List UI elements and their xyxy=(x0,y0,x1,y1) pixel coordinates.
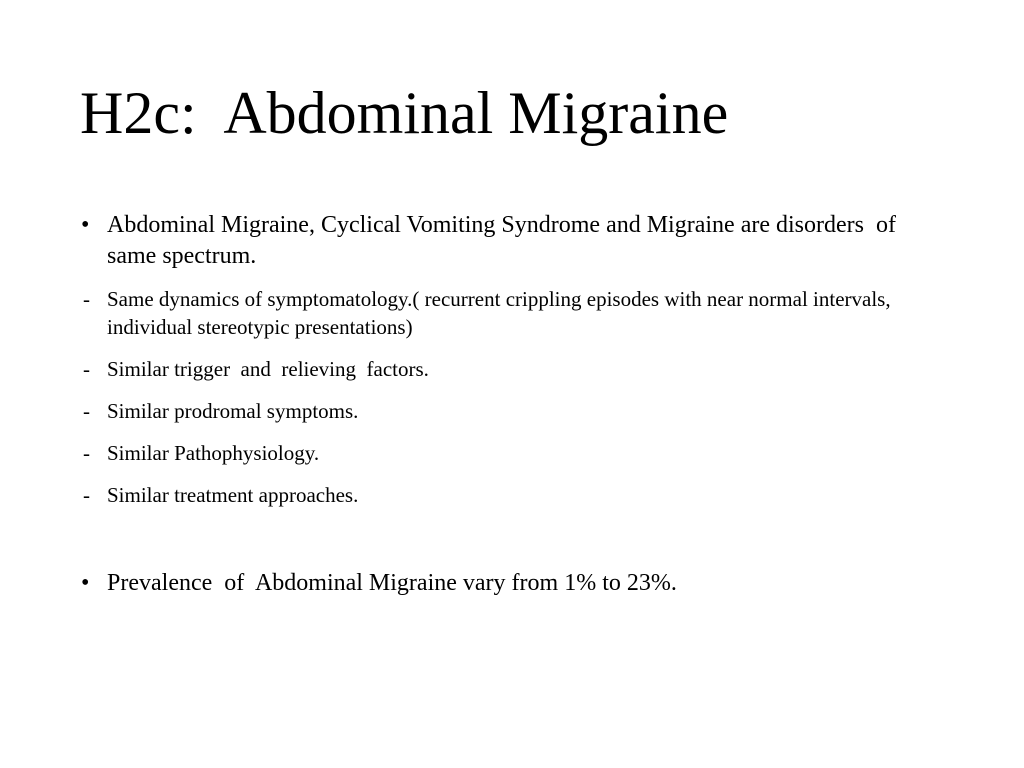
bullet-item xyxy=(80,210,930,272)
sub-bullet-item xyxy=(80,397,930,425)
sub-bullet-text: Similar treatment approaches. xyxy=(107,483,359,507)
dash-marker: - xyxy=(83,483,90,507)
dash-marker: - xyxy=(83,287,90,311)
sub-bullet-text: Similar Pathophysiology. xyxy=(107,441,320,465)
bullet-item xyxy=(80,568,930,599)
sub-bullet-item xyxy=(80,285,930,341)
dash-marker: - xyxy=(83,357,90,381)
bullet-marker: • xyxy=(81,570,90,596)
sub-bullet-item xyxy=(80,355,930,383)
sub-bullet-text: Similar trigger and relieving factors. xyxy=(107,357,429,381)
bullet-text: Prevalence of Abdominal Migraine vary from 1% to 23%. xyxy=(107,570,677,596)
sub-bullet-text: Similar prodromal symptoms. xyxy=(107,399,359,423)
sub-bullet-text: Same dynamics of symptomatology.( recurrent crippling episodes with near normal intervals, individual stereotypic presentations) xyxy=(107,287,896,339)
dash-marker: - xyxy=(83,441,90,465)
dash-marker: - xyxy=(83,399,90,423)
bullet-marker: • xyxy=(81,212,90,238)
sub-bullet-item xyxy=(80,481,930,509)
sub-bullet-item xyxy=(80,439,930,467)
slide-title: H2c: Abdominal Migraine xyxy=(80,80,729,146)
bullet-text: Abdominal Migraine, Cyclical Vomiting Syndrome and Migraine are disorders of same spectrum. xyxy=(107,212,908,269)
